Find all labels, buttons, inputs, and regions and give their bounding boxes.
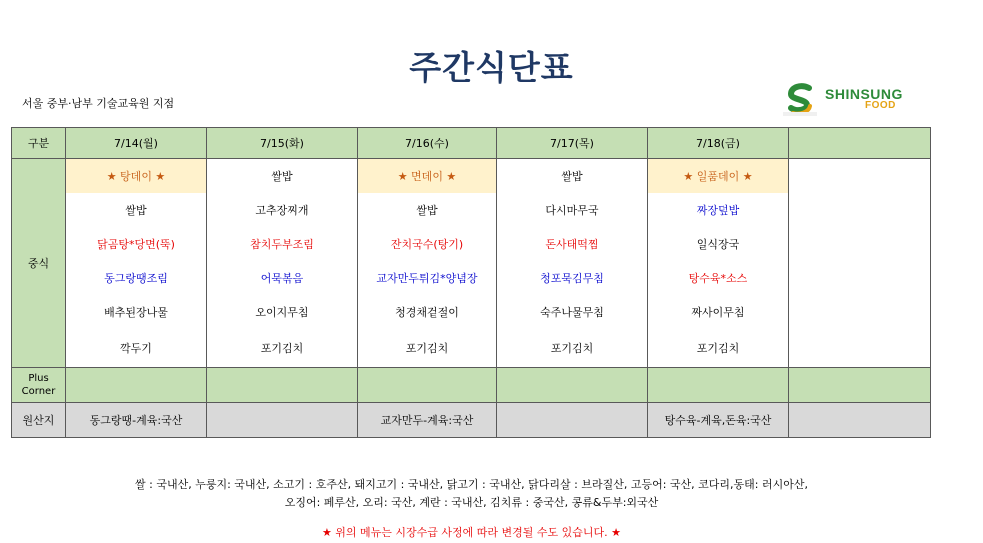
menu-cell: 포기김치 (648, 329, 789, 368)
menu-cell: 쌀밥 (66, 193, 207, 227)
header-row (12, 128, 931, 159)
menu-cell: 동그랑땡조림 (66, 261, 207, 295)
plus-label: Plus (28, 373, 49, 384)
plus-corner-row (12, 368, 931, 403)
origin-note-line: 쌀 : 국내산, 누룽지: 국내산, 소고기 : 호주산, 돼지고기 : 국내산, 닭고기 : 국내산, 닭다리살 : 브라질산, 고등어: 국산, 코다리,동태: 러시아산, (135, 478, 808, 491)
origin-note-line: 오징어: 페루산, 오리: 국산, 계란 : 국내산, 김치류 : 중국산, 콩류&두부:외국산 (284, 496, 659, 509)
menu-cell: 포기김치 (207, 329, 358, 368)
origin-cell: 교자만두-계육:국산 (358, 403, 497, 438)
plus-cell (648, 368, 789, 403)
menu-cell: 고추장찌개 (207, 193, 358, 227)
menu-cell: 짜장덮밥 (648, 193, 789, 227)
menu-row (12, 193, 931, 227)
plus-cell (497, 368, 648, 403)
menu-cell: 포기김치 (497, 329, 648, 368)
menu-cell: 어묵볶음 (207, 261, 358, 295)
logo-text: SHINSUNG (825, 86, 903, 102)
day-header: 7/14(월) (66, 128, 207, 159)
menu-cell: 교자만두튀김*양념장 (358, 261, 497, 295)
menu-cell: 쌀밥 (358, 193, 497, 227)
menu-cell: 일식장국 (648, 227, 789, 261)
menu-cell: 짜사이무침 (648, 295, 789, 329)
menu-cell: ★ 면데이 ★ (358, 159, 497, 194)
origin-cell (207, 403, 358, 438)
logo-s-icon (783, 82, 817, 116)
plus-cell (358, 368, 497, 403)
origin-cell (789, 403, 931, 438)
category-header: 구분 (12, 128, 66, 159)
origin-cell: 동그랑땡-계육:국산 (66, 403, 207, 438)
menu-row (12, 159, 931, 194)
menu-cell: 참치두부조림 (207, 227, 358, 261)
branch-name: 서울 중부·남부 기술교육원 지점 (22, 97, 175, 110)
menu-cell: 청경채겉절이 (358, 295, 497, 329)
origin-label: 원산지 (12, 403, 66, 438)
menu-cell: 닭곰탕*당면(뚝) (66, 227, 207, 261)
menu-cell: 숙주나물무침 (497, 295, 648, 329)
day-header: 7/16(수) (358, 128, 497, 159)
shinsung-food-logo (781, 80, 921, 116)
menu-cell (789, 261, 931, 295)
origin-cell (497, 403, 648, 438)
origin-notes (0, 476, 943, 512)
origin-cell: 탕수육-계육,돈육:국산 (648, 403, 789, 438)
menu-cell: 다시마무국 (497, 193, 648, 227)
menu-row (12, 295, 931, 329)
menu-change-warning: ★ 위의 메뉴는 시장수급 사정에 따라 변경될 수도 있습니다. ★ (321, 526, 622, 539)
page-title: 주간식단표 (409, 48, 574, 87)
menu-cell: 포기김치 (358, 329, 497, 368)
menu-cell: 깍두기 (66, 329, 207, 368)
menu-cell (789, 159, 931, 194)
plus-cell (66, 368, 207, 403)
menu-cell: 잔치국수(탕기) (358, 227, 497, 261)
menu-cell (789, 329, 931, 368)
logo-subtext: FOOD (865, 100, 896, 111)
menu-cell: 쌀밥 (207, 159, 358, 194)
menu-cell: 배추된장나물 (66, 295, 207, 329)
menu-cell: 청포묵김무침 (497, 261, 648, 295)
plus-corner-label (12, 368, 66, 403)
menu-cell: 돈사태떡찜 (497, 227, 648, 261)
plus-cell (207, 368, 358, 403)
menu-cell (789, 227, 931, 261)
day-header: 7/17(목) (497, 128, 648, 159)
lunch-label: 중식 (12, 159, 66, 368)
menu-cell (789, 295, 931, 329)
menu-row (12, 329, 931, 368)
corner-label: Corner (21, 386, 56, 397)
origin-row (12, 403, 931, 438)
menu-cell: ★ 일품데이 ★ (648, 159, 789, 194)
menu-cell: 탕수육*소스 (648, 261, 789, 295)
menu-row (12, 227, 931, 261)
day-header: 7/15(화) (207, 128, 358, 159)
menu-cell: 쌀밥 (497, 159, 648, 194)
day-header (789, 128, 931, 159)
plus-cell (789, 368, 931, 403)
menu-cell (789, 193, 931, 227)
menu-row (12, 261, 931, 295)
menu-cell: ★ 탕데이 ★ (66, 159, 207, 194)
menu-cell: 오이지무침 (207, 295, 358, 329)
weekly-menu-table (11, 127, 931, 438)
day-header: 7/18(금) (648, 128, 789, 159)
